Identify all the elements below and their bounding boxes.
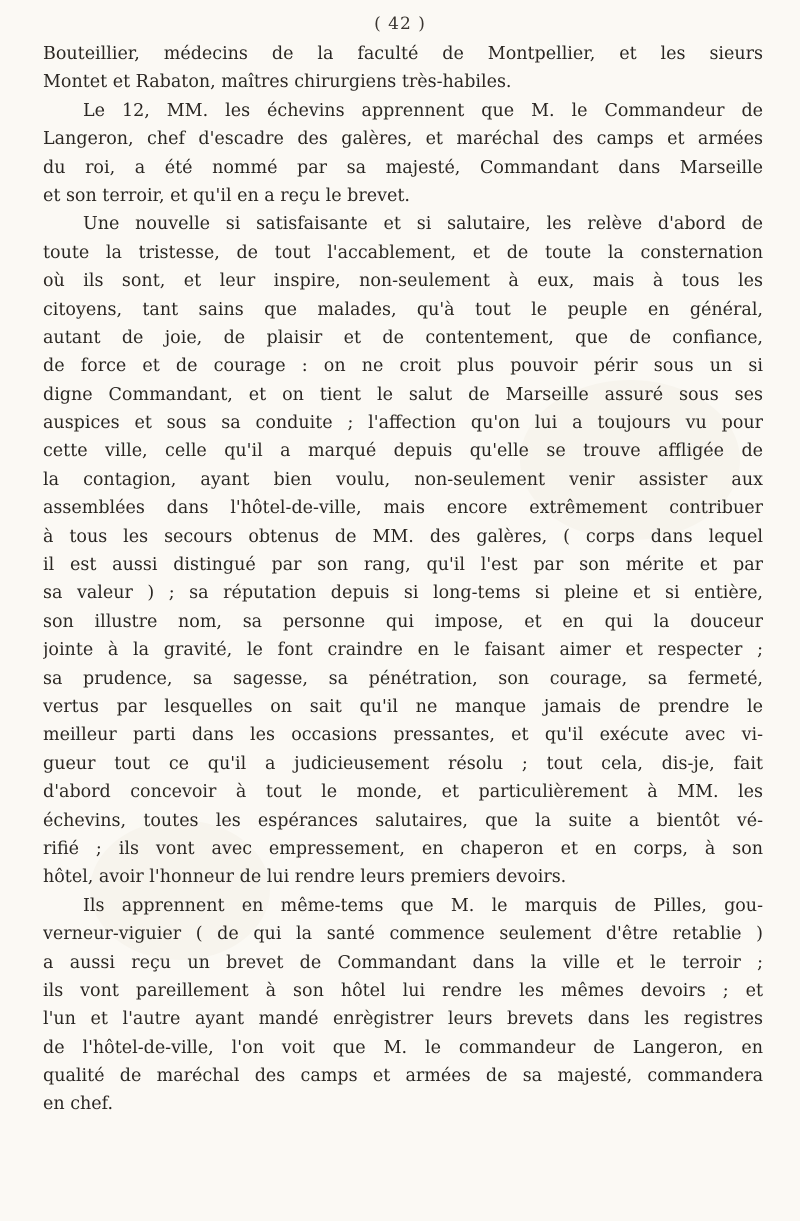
- text-line: la contagion, ayant bien voulu, non-seulement venir assister aux: [43, 469, 763, 490]
- text-line: Langeron, chef d'escadre des galères, et maréchal des camps et armées: [43, 129, 763, 150]
- text-line: hôtel, avoir l'honneur de lui rendre leurs premiers devoirs.: [43, 867, 567, 888]
- text-line: et son terroir, et qu'il en a reçu le brevet.: [43, 185, 410, 206]
- text-line: auspices et sous sa conduite ; l'affection qu'on lui a toujours vu pour: [43, 413, 763, 434]
- text-line: sa prudence, sa sagesse, sa pénétration, son courage, sa fermeté,: [43, 668, 763, 689]
- text-line: assemblées dans l'hôtel-de-ville, mais encore extrêmement contribuer: [43, 498, 763, 519]
- text-line: citoyens, tant sains que malades, qu'à tout le peuple en général,: [43, 299, 763, 320]
- text-line: l'un et l'autre ayant mandé enrègistrer leurs brevets dans les registres: [43, 1009, 763, 1030]
- text-line: cette ville, celle qu'il a marqué depuis qu'elle se trouve affligée de: [43, 441, 763, 462]
- text-line: d'abord concevoir à tout le monde, et particulièrement à MM. les: [43, 782, 763, 803]
- text-line: qualité de maréchal des camps et armées de sa majesté, commandera: [43, 1066, 763, 1087]
- text-line: ils vont pareillement à son hôtel lui rendre les mêmes devoirs ; et: [43, 980, 763, 1001]
- text-line: toute la tristesse, de tout l'accablement, et de toute la consternation: [43, 242, 763, 263]
- body-text: [43, 40, 763, 1119]
- text-line: meilleur parti dans les occasions pressantes, et qu'il exécute avec vi-: [43, 725, 763, 746]
- text-line: Montet et Rabaton, maîtres chirurgiens très-habiles.: [43, 72, 512, 93]
- text-line: de force et de courage : on ne croit plus pouvoir périr sous un si: [43, 356, 763, 377]
- page-number: ( 42 ): [374, 14, 426, 34]
- text-line: de l'hôtel-de-ville, l'on voit que M. le commandeur de Langeron, en: [43, 1037, 763, 1058]
- text-line: autant de joie, de plaisir et de contentement, que de confiance,: [43, 327, 763, 348]
- text-line: Bouteillier, médecins de la faculté de Montpellier, et les sieurs: [43, 44, 763, 64]
- text-line: digne Commandant, et on tient le salut de Marseille assuré sous ses: [43, 384, 763, 405]
- text-line: gueur tout ce qu'il a judicieusement résolu ; tout cela, dis-je, fait: [43, 753, 763, 774]
- text-line: Une nouvelle si satisfaisante et si salutaire, les relève d'abord de: [83, 214, 763, 235]
- text-line: vertus par lesquelles on sait qu'il ne manque jamais de prendre le: [43, 696, 763, 717]
- text-line: rifié ; ils vont avec empressement, en chaperon et en corps, à son: [43, 838, 763, 859]
- text-line: en chef.: [43, 1094, 114, 1115]
- text-line: son illustre nom, sa personne qui impose, et en qui la douceur: [43, 611, 763, 632]
- text-line: échevins, toutes les espérances salutaires, que la suite a bientôt vé-: [43, 810, 763, 831]
- text-line: verneur-viguier ( de qui la santé commence seulement d'être retablie ): [43, 924, 763, 945]
- text-line: du roi, a été nommé par sa majesté, Commandant dans Marseille: [43, 157, 763, 178]
- text-line: a aussi reçu un brevet de Commandant dans la ville et le terroir ;: [43, 952, 763, 973]
- text-line: où ils sont, et leur inspire, non-seulement à eux, mais à tous les: [43, 271, 763, 292]
- text-line: il est aussi distingué par son rang, qu'il l'est par son mérite et par: [43, 555, 763, 576]
- text-line: Le 12, MM. les échevins apprennent que M. le Commandeur de: [83, 100, 763, 121]
- text-line: à tous les secours obtenus de MM. des galères, ( corps dans lequel: [43, 526, 763, 547]
- text-line: jointe à la gravité, le font craindre en le faisant aimer et respecter ;: [43, 640, 763, 661]
- text-line: sa valeur ) ; sa réputation depuis si long-tems si pleine et si entière,: [43, 583, 763, 604]
- text-line: Ils apprennent en même-tems que M. le marquis de Pilles, gou-: [83, 895, 763, 916]
